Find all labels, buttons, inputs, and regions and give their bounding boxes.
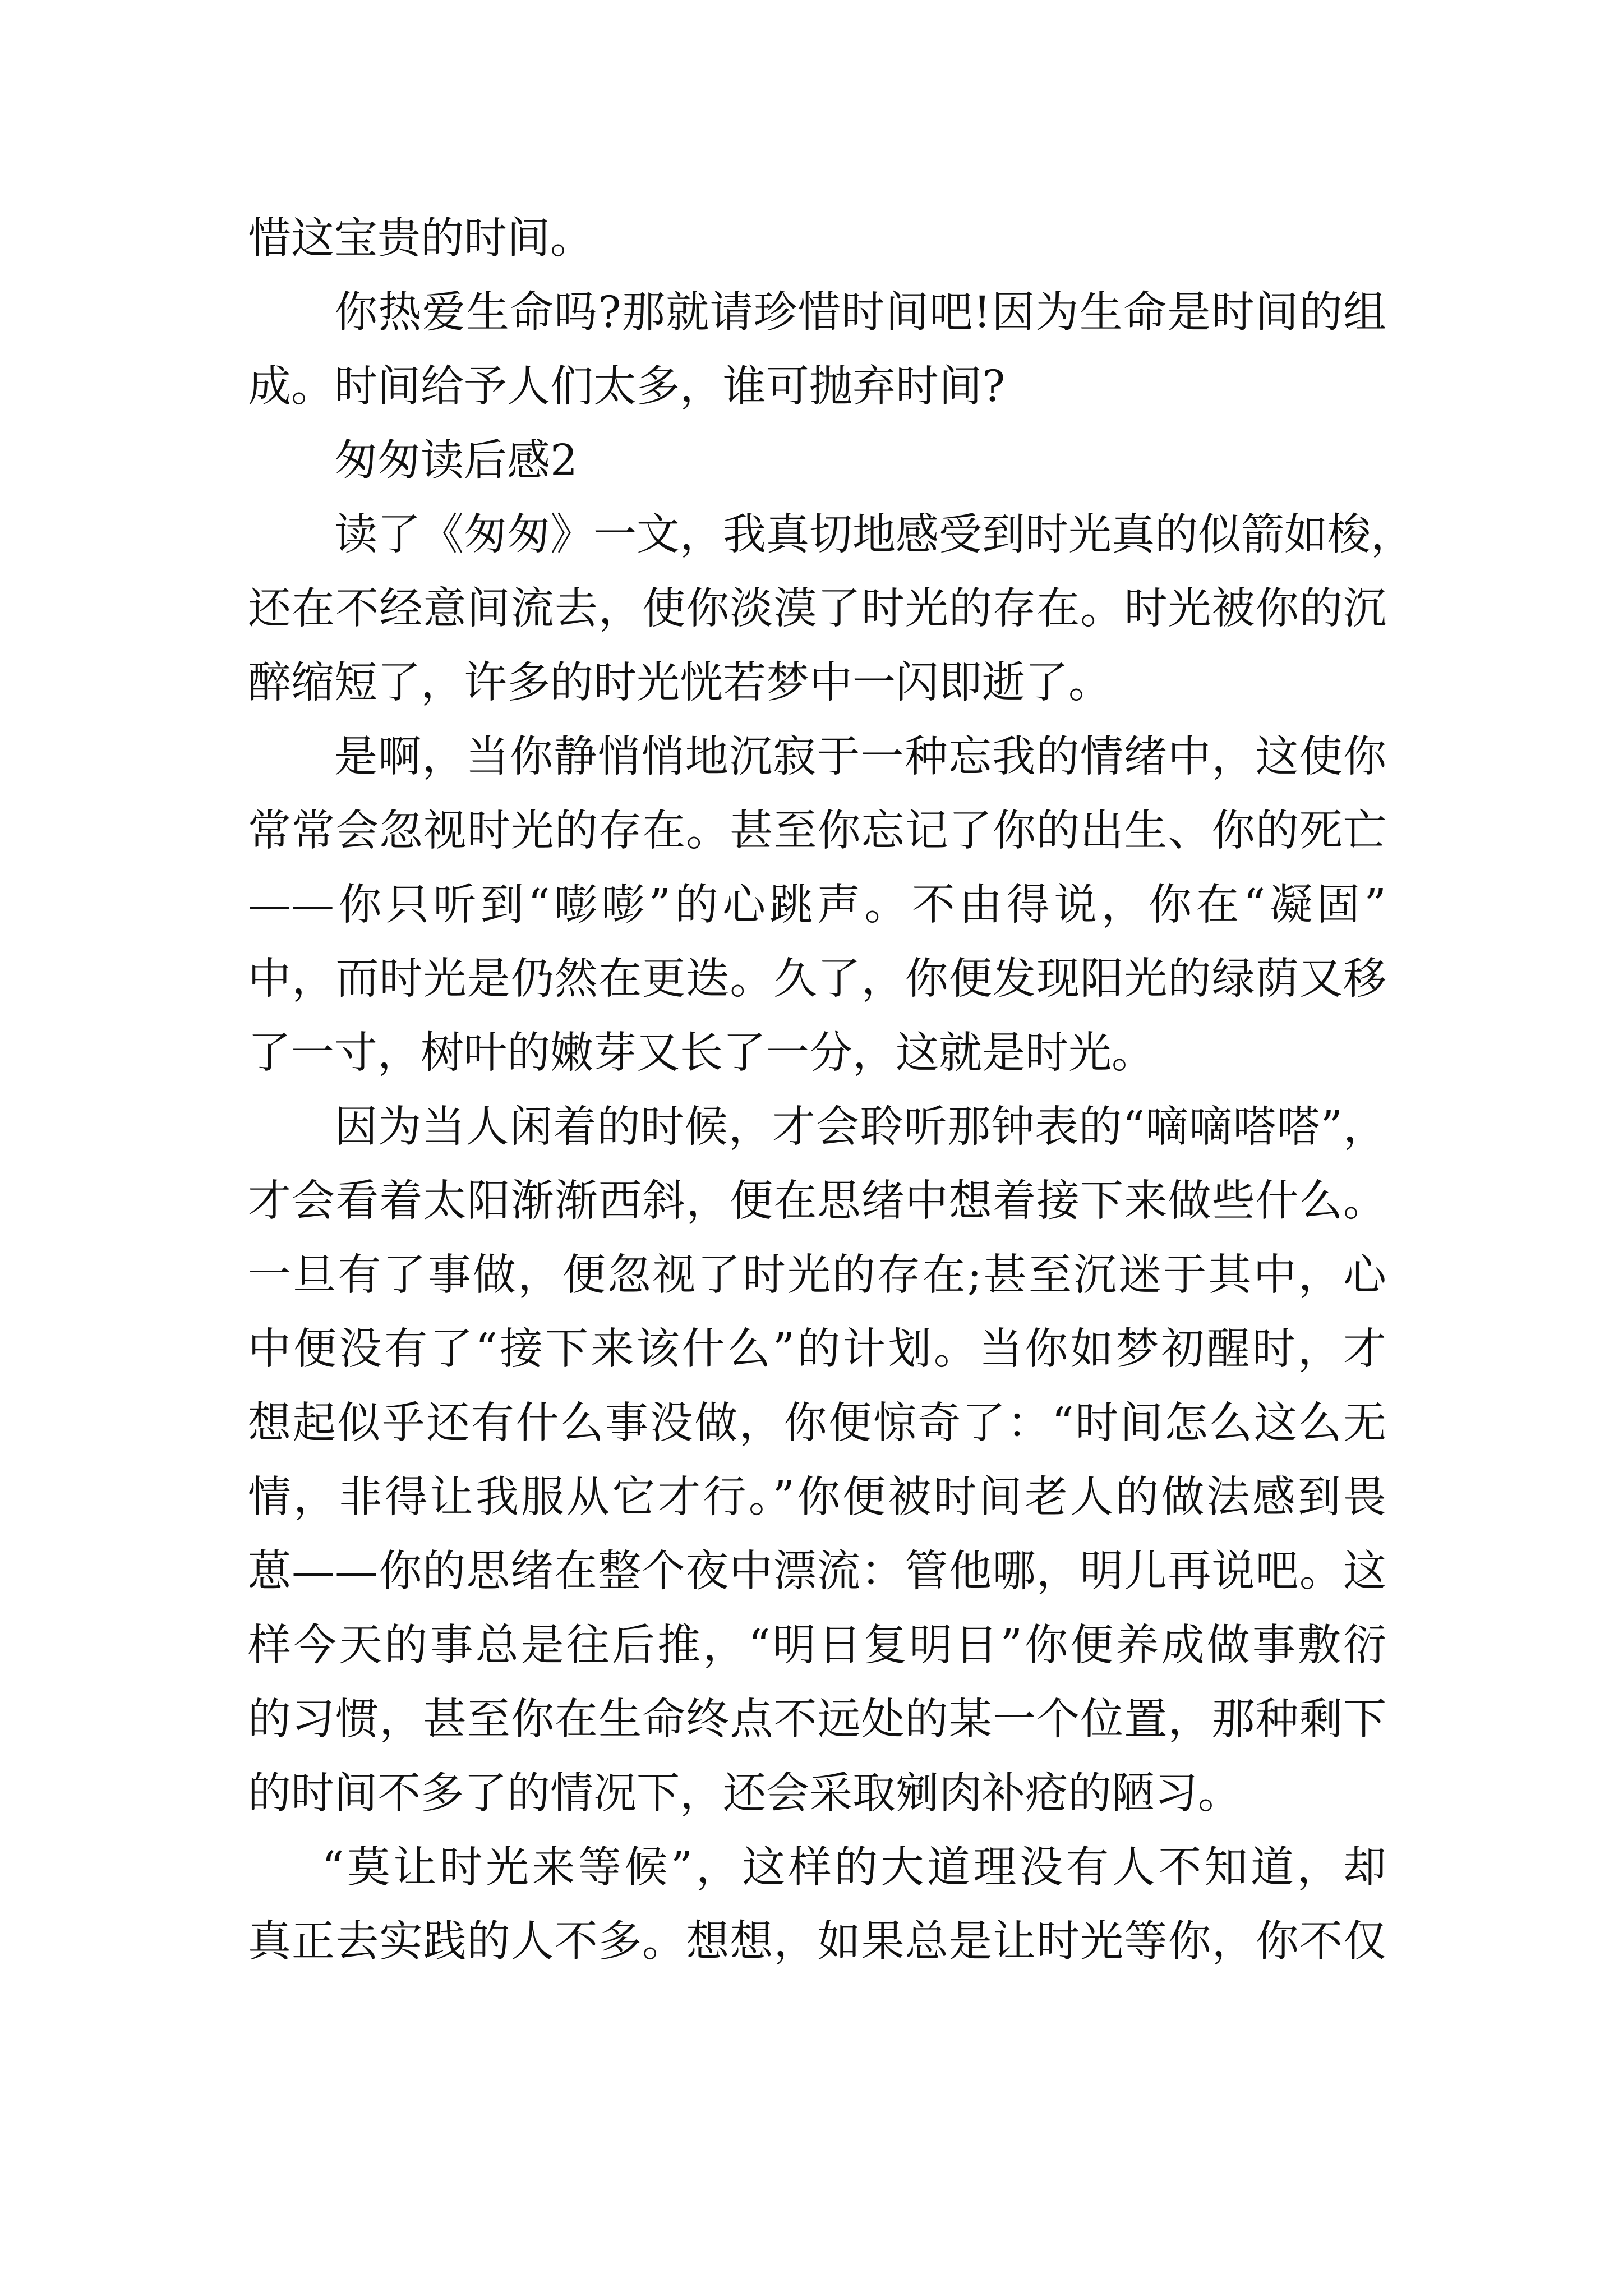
text-line: 样今天的事总是往后推，“明日复明日”你便养成做事敷衍 (248, 1621, 1386, 1671)
text-line: 的习惯，甚至你在生命终点不远处的某一个位置，那种剩下 (248, 1695, 1386, 1745)
text-line: 情，非得让我服从它才行。”你便被时间老人的做法感到畏 (248, 1473, 1386, 1522)
text-line: ——你只听到“嘭嘭”的心跳声。不由得说，你在“凝固” (248, 880, 1386, 930)
text-line: 还在不经意间流去，使你淡漠了时光的存在。时光被你的沉 (248, 584, 1386, 634)
body-text (248, 202, 1414, 1979)
text-line: 是啊，当你静悄悄地沉寂于一种忘我的情绪中，这使你 (334, 732, 1386, 782)
text-line: 常常会忽视时光的存在。甚至你忘记了你的出生、你的死亡 (248, 806, 1386, 856)
text-line: 葸——你的思绪在整个夜中漂流：管他哪，明儿再说吧。这 (248, 1547, 1386, 1596)
text-line: 成。时间给予人们太多，谁可抛弃时间? (248, 362, 1006, 412)
text-line: 你热爱生命吗?那就请珍惜时间吧!因为生命是时间的组 (334, 288, 1386, 338)
text-line: 读了《匆匆》一文，我真切地感受到时光真的似箭如梭， (334, 510, 1414, 560)
section-heading: 匆匆读后感2 (334, 436, 578, 486)
text-line: 真正去实践的人不多。想想，如果总是让时光等你，你不仅 (248, 1917, 1386, 1967)
text-line: “莫让时光来等候”，这样的大道理没有人不知道，却 (322, 1843, 1386, 1893)
text-line: 因为当人闲着的时候，才会聆听那钟表的“嘀嘀嗒嗒”， (334, 1102, 1386, 1152)
text-line: 才会看着太阳渐渐西斜，便在思绪中想着接下来做些什么。 (248, 1176, 1386, 1226)
text-line: 惜这宝贵的时间。 (248, 214, 593, 264)
text-line: 中便没有了“接下来该什么”的计划。当你如梦初醒时，才 (248, 1324, 1386, 1374)
text-line: 了一寸，树叶的嫩芽又长了一分，这就是时光。 (248, 1028, 1155, 1078)
text-line: 醉缩短了，许多的时光恍若梦中一闪即逝了。 (248, 658, 1112, 708)
text-line: 一旦有了事做，便忽视了时光的存在;甚至沉迷于其中，心 (248, 1250, 1386, 1300)
text-line: 的时间不多了的情况下，还会采取剜肉补疮的陋习。 (248, 1769, 1241, 1819)
text-line: 中，而时光是仍然在更迭。久了，你便发现阳光的绿荫又移 (248, 954, 1386, 1004)
text-line: 想起似乎还有什么事没做，你便惊奇了：“时间怎么这么无 (248, 1398, 1386, 1448)
